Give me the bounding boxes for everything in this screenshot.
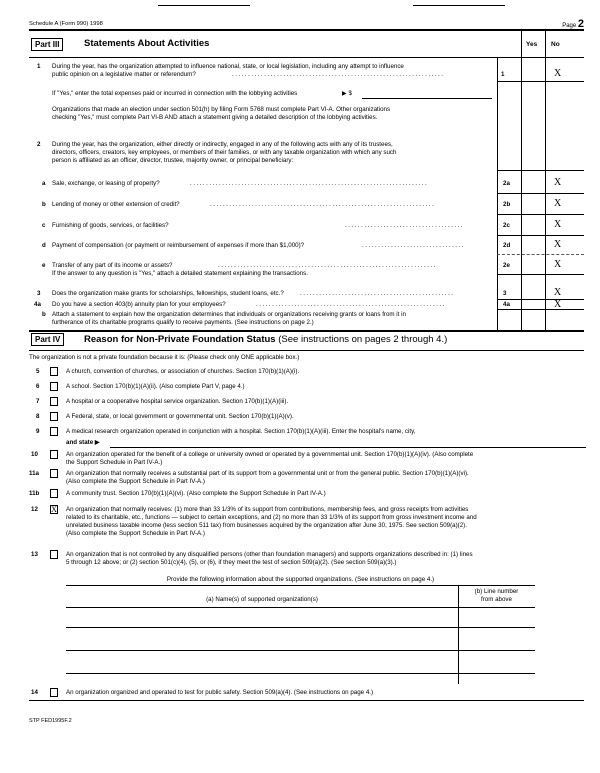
q2b-text: Lending of money or other extension of credit? <box>52 201 180 208</box>
q1-expenses-field[interactable] <box>362 98 492 99</box>
item-number: 9 <box>36 428 40 435</box>
q2d-text: Payment of compensation (or payment or reimbursement of expenses if more than $1,000)? <box>52 242 305 249</box>
part-iii-label: Part III <box>31 38 63 51</box>
leader-dots: .................................................................. <box>232 71 445 78</box>
col-b-header-line1: (b) Line number <box>474 588 519 595</box>
item-text-line: related to its charitable, etc., functions — subject to certain exceptions, and (2) no more than 33 1/3% of its support from gross investment income and <box>66 514 477 521</box>
table-top-rule <box>66 585 535 586</box>
q4a-number: 4a <box>34 301 41 308</box>
q1-no-answer[interactable]: X <box>554 68 562 79</box>
item-text-line: (Also complete the Support Schedule in Part IV-A.) <box>66 478 205 485</box>
q2-text-line3: person is affiliated as an officer, director, trustee, majority owner, or principal beneficiary: <box>52 157 294 164</box>
row-divider <box>497 81 584 82</box>
scan-line <box>413 5 505 6</box>
divider <box>29 700 584 701</box>
q3-text: Does the organization make grants for scholarships, fellowships, student loans, etc.? <box>52 290 284 297</box>
item-text-line: An organization operated for the benefit of a college or university owned or operated by a governmental unit. Section 170(b)(1)(A)(iv). (Also complete <box>66 451 474 458</box>
q2-note: If the answer to any question is "Yes," attach a detailed statement explaining the transactions. <box>52 270 308 277</box>
table-row-rule[interactable] <box>66 650 535 651</box>
divider <box>29 330 584 332</box>
item-text-line: and state ▶ <box>66 439 100 446</box>
col-divider <box>521 29 522 332</box>
item-number: 6 <box>36 383 40 390</box>
checkbox-line-11b[interactable] <box>50 489 58 498</box>
q4a-text: Do you have a section 403(b) annuity plan for your employees? <box>52 301 226 308</box>
checkbox-line-5[interactable] <box>50 367 58 376</box>
item-number: 11b <box>29 490 40 497</box>
part-iv-title-note: (See instructions on pages 2 through 4.) <box>278 334 448 345</box>
item-text-line: A school. Section 170(b)(1)(A)(ii). (Also complete Part V, page 4.) <box>66 383 245 390</box>
part-iv-intro: The organization is not a private foundation because it is: (Please check only ONE applicable box.) <box>29 354 300 361</box>
item-number: 11a <box>29 470 39 477</box>
q2e-text: Transfer of any part of its income or assets? <box>52 262 173 269</box>
table-caption: Provide the following information about the supported organizations. (See instructions on page 4.) <box>166 576 435 583</box>
leader-dots: .......................................................................... <box>190 180 429 187</box>
form-id: Schedule A (Form 990) 1998 <box>29 21 103 27</box>
q2-text-line1: During the year, has the organization, either directly or indirectly, engaged in any of the following acts with any of its trustees, <box>52 141 393 148</box>
q2e-no-answer[interactable]: X <box>554 259 562 270</box>
table-row-rule[interactable] <box>66 627 535 628</box>
leader-dots: ........................................................... <box>256 301 446 308</box>
item-text-line: A hospital or a cooperative hospital service organization. Section 170(b)(1)(A)(iii). <box>66 398 289 405</box>
q2a-letter: a <box>42 180 46 187</box>
row-divider <box>497 235 584 236</box>
leader-dots: .................................................................... <box>218 262 437 269</box>
row-divider <box>497 274 584 275</box>
checkbox-line-6[interactable] <box>50 382 58 391</box>
row-divider <box>497 309 584 310</box>
item-number: 10 <box>31 451 38 458</box>
q2b-code: 2b <box>503 201 511 208</box>
q2b-no-answer[interactable]: X <box>554 198 562 209</box>
leader-dots: ................................ <box>362 242 466 249</box>
q2c-text: Furnishing of goods, services, or facilities? <box>52 222 169 229</box>
col-divider <box>545 29 546 331</box>
item-text-line: An organization that is not controlled by any disqualified persons (other than foundation managers) and supports organizations described in: (1) lines <box>66 551 473 558</box>
col-a-header: (a) Name(s) of supported organization(s) <box>206 596 318 603</box>
q3-code: 3 <box>503 290 507 297</box>
scan-line <box>158 5 250 6</box>
q2d-letter: d <box>42 242 46 249</box>
q2c-code: 2c <box>503 222 510 229</box>
item-number: 8 <box>36 413 40 420</box>
q1-number: 1 <box>37 63 41 70</box>
hospital-name-field[interactable] <box>110 447 586 448</box>
q2b-letter: b <box>42 201 46 208</box>
q1-expenses-arrow: ▶ $ <box>342 90 352 97</box>
q3-no-answer[interactable]: X <box>554 287 562 298</box>
leader-dots: ................................................ <box>300 290 455 297</box>
q2e-letter: e <box>42 262 46 269</box>
q2c-no-answer[interactable]: X <box>554 219 562 230</box>
item-text-line: An organization that normally receives a substantial part of its support from a governmental unit or from the general public. Section 170(b)(1)(A)(vi). <box>66 470 469 477</box>
q3-number: 3 <box>37 290 41 297</box>
q4a-no-answer[interactable]: X <box>554 299 562 310</box>
item-text-line: A Federal, state, or local government or governmental unit. Section 170(b)(1)(A)(v). <box>66 413 294 420</box>
q2d-code: 2d <box>503 242 511 249</box>
q4b-text-line2: furtherance of its charitable programs qualify to receive payments. (See instructions on page 2.) <box>52 319 314 326</box>
q4b-letter: b <box>42 311 46 318</box>
row-divider <box>497 299 584 300</box>
checkbox-line-12[interactable]: X <box>51 505 57 514</box>
item-text-line: A church, convention of churches, or association of churches. Section 170(b)(1)(A)(i). <box>66 368 300 375</box>
item-number: 7 <box>36 398 40 405</box>
checkbox-line-10[interactable] <box>50 450 58 459</box>
item-text-line: 5 through 12 above; or (2) section 501(c)(4), (5), or (6), if they meet the test of section 509(a)(2). (See section 509(a)(3).) <box>66 559 397 566</box>
checkbox-line-8[interactable] <box>50 412 58 421</box>
item-text-line: A community trust. Section 170(b)(1)(A)(vi). (Also complete the Support Schedule in Part IV-A.) <box>66 490 326 497</box>
q2a-text: Sale, exchange, or leasing of property? <box>52 180 160 187</box>
table-row-rule[interactable] <box>66 673 535 674</box>
q2a-no-answer[interactable]: X <box>554 177 562 188</box>
divider <box>29 29 584 31</box>
checkbox-line-7[interactable] <box>50 397 58 406</box>
q2a-code: 2a <box>503 180 510 187</box>
q2d-no-answer[interactable]: X <box>554 239 562 250</box>
q2-number: 2 <box>37 141 41 148</box>
part-iv-title-main: Reason for Non-Private Foundation Status <box>84 334 276 345</box>
checkbox-line-13[interactable] <box>50 550 58 559</box>
q4a-code: 4a <box>503 301 510 308</box>
checkbox-line-11a[interactable] <box>50 469 58 478</box>
footer-code: STP FED1995F.2 <box>29 718 72 724</box>
part-iv-title <box>84 334 447 346</box>
q2-text-line2: directors, officers, creators, key employees, or members of their families, or with any taxable organization with which any such <box>52 149 397 156</box>
checkbox-line-14[interactable] <box>50 688 58 697</box>
item-text-line: A medical research organization operated in conjunction with a hospital. Section 170(b)(1)(A)(iii). Enter the hospital's name, city, <box>66 428 416 435</box>
q1-text-line2: public opinion on a legislative matter or referendum? <box>52 71 196 78</box>
q2e-code: 2e <box>503 262 510 269</box>
item-text-line: An organization that normally receives: (1) more than 33 1/3% of its support from contributions, membership fees, and gross receipts from activities <box>66 506 469 513</box>
page-label: Page <box>562 23 577 29</box>
q4b-text-line1: Attach a statement to explain how the organization determines that individuals or organizations receiving grants or loans from it in <box>52 311 406 318</box>
checkbox-line-9[interactable] <box>50 427 58 436</box>
table-col-divider <box>458 585 459 684</box>
row-divider <box>497 214 584 215</box>
q2c-letter: c <box>42 222 46 229</box>
col-yes-header: Yes <box>526 41 538 48</box>
part-iv-label: Part IV <box>31 333 64 346</box>
divider <box>29 350 584 351</box>
item-number: 13 <box>31 551 38 558</box>
q1-text-line1: During the year, has the organization attempted to influence national, state, or local legislation, including any attempt to influence <box>52 63 404 70</box>
table-header-rule <box>66 607 535 608</box>
item-text-line: unrelated business taxable income (less section 511 tax) from businesses acquired by the organization after June 30, 1975. See section 509(a)(2). <box>66 522 467 529</box>
page-number: 2 <box>577 18 584 30</box>
col-no-header: No <box>551 41 560 48</box>
leader-dots: ..................................... <box>345 222 465 229</box>
item-number: 12 <box>31 506 38 513</box>
item-number: 5 <box>36 368 40 375</box>
q1-note-line2: checking "Yes," must complete Part VI-B AND attach a statement giving a detailed description of the lobbying activities. <box>52 114 378 121</box>
part-iii-title: Statements About Activities <box>84 38 210 49</box>
col-divider <box>497 57 498 332</box>
divider <box>29 57 584 58</box>
q1-note-line1: Organizations that made an election under section 501(h) by filing Form 5768 must complete Part VI-A. Other organizations <box>52 106 391 113</box>
item-number: 14 <box>31 689 38 696</box>
item-text-line: the Support Schedule in Part IV-A.) <box>66 459 163 466</box>
item-text-line: An organization organized and operated to test for public safety. Section 509(a)(4). (See instructions on page 4.) <box>66 689 374 696</box>
row-divider <box>497 170 584 171</box>
item-text-line: (Also complete the Support Schedule in Part IV-A.) <box>66 530 205 537</box>
q1-expenses-label: If "Yes," enter the total expenses paid or incurred in connection with the lobbying activities <box>52 90 298 97</box>
row-divider <box>497 254 584 255</box>
q1-code: 1 <box>501 71 505 78</box>
row-divider <box>497 193 584 194</box>
col-b-header-line2: from above <box>481 596 512 603</box>
leader-dots: ...................................................................... <box>210 201 436 208</box>
